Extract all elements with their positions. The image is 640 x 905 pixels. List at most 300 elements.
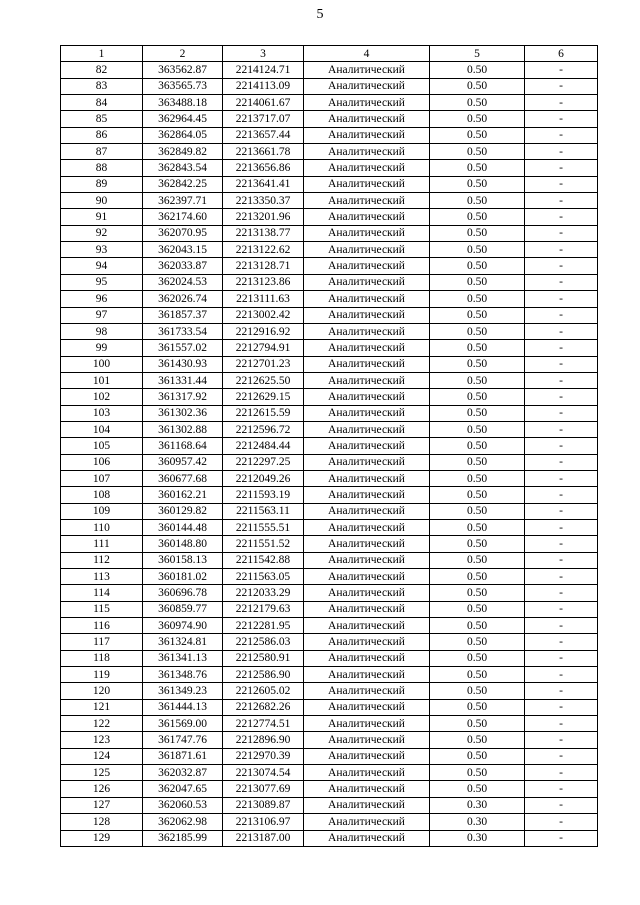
table-row xyxy=(61,160,598,176)
method-cell: Аналитический xyxy=(304,683,430,699)
table-row xyxy=(61,781,598,797)
accuracy-cell: 0.50 xyxy=(430,193,525,209)
x-coordinate-cell: 360144.48 xyxy=(143,519,223,535)
table-row xyxy=(61,258,598,274)
point-number-cell: 120 xyxy=(61,683,143,699)
x-coordinate-cell: 360677.68 xyxy=(143,470,223,486)
method-cell: Аналитический xyxy=(304,438,430,454)
y-coordinate-cell: 2213657.44 xyxy=(223,127,304,143)
x-coordinate-cell: 362397.71 xyxy=(143,193,223,209)
accuracy-cell: 0.50 xyxy=(430,781,525,797)
note-cell: - xyxy=(525,536,598,552)
point-number-cell: 87 xyxy=(61,144,143,160)
x-coordinate-cell: 360158.13 xyxy=(143,552,223,568)
accuracy-cell: 0.50 xyxy=(430,650,525,666)
y-coordinate-cell: 2214061.67 xyxy=(223,95,304,111)
x-coordinate-cell: 360162.21 xyxy=(143,487,223,503)
y-coordinate-cell: 2213122.62 xyxy=(223,242,304,258)
accuracy-cell: 0.50 xyxy=(430,552,525,568)
x-coordinate-cell: 361430.93 xyxy=(143,356,223,372)
table-row xyxy=(61,111,598,127)
accuracy-cell: 0.50 xyxy=(430,438,525,454)
point-number-cell: 100 xyxy=(61,356,143,372)
accuracy-cell: 0.50 xyxy=(430,111,525,127)
method-cell: Аналитический xyxy=(304,699,430,715)
column-header: 2 xyxy=(143,46,223,62)
accuracy-cell: 0.50 xyxy=(430,242,525,258)
y-coordinate-cell: 2213077.69 xyxy=(223,781,304,797)
x-coordinate-cell: 361324.81 xyxy=(143,634,223,650)
accuracy-cell: 0.50 xyxy=(430,372,525,388)
method-cell: Аналитический xyxy=(304,78,430,94)
x-coordinate-cell: 361317.92 xyxy=(143,389,223,405)
point-number-cell: 111 xyxy=(61,536,143,552)
x-coordinate-cell: 361857.37 xyxy=(143,307,223,323)
x-coordinate-cell: 360696.78 xyxy=(143,585,223,601)
note-cell: - xyxy=(525,372,598,388)
accuracy-cell: 0.50 xyxy=(430,356,525,372)
y-coordinate-cell: 2212629.15 xyxy=(223,389,304,405)
table-row xyxy=(61,699,598,715)
y-coordinate-cell: 2213717.07 xyxy=(223,111,304,127)
y-coordinate-cell: 2211542.88 xyxy=(223,552,304,568)
point-number-cell: 102 xyxy=(61,389,143,405)
note-cell: - xyxy=(525,405,598,421)
y-coordinate-cell: 2213641.41 xyxy=(223,176,304,192)
point-number-cell: 124 xyxy=(61,748,143,764)
note-cell: - xyxy=(525,716,598,732)
y-coordinate-cell: 2211551.52 xyxy=(223,536,304,552)
accuracy-cell: 0.50 xyxy=(430,454,525,470)
note-cell: - xyxy=(525,389,598,405)
point-number-cell: 109 xyxy=(61,503,143,519)
point-number-cell: 123 xyxy=(61,732,143,748)
x-coordinate-cell: 361348.76 xyxy=(143,667,223,683)
accuracy-cell: 0.50 xyxy=(430,127,525,143)
method-cell: Аналитический xyxy=(304,536,430,552)
point-number-cell: 105 xyxy=(61,438,143,454)
x-coordinate-cell: 361557.02 xyxy=(143,340,223,356)
y-coordinate-cell: 2212033.29 xyxy=(223,585,304,601)
note-cell: - xyxy=(525,144,598,160)
x-coordinate-cell: 361341.13 xyxy=(143,650,223,666)
note-cell: - xyxy=(525,225,598,241)
point-number-cell: 103 xyxy=(61,405,143,421)
accuracy-cell: 0.50 xyxy=(430,291,525,307)
accuracy-cell: 0.50 xyxy=(430,340,525,356)
table-row xyxy=(61,470,598,486)
note-cell: - xyxy=(525,258,598,274)
table-row xyxy=(61,716,598,732)
method-cell: Аналитический xyxy=(304,274,430,290)
method-cell: Аналитический xyxy=(304,454,430,470)
method-cell: Аналитический xyxy=(304,307,430,323)
method-cell: Аналитический xyxy=(304,569,430,585)
accuracy-cell: 0.50 xyxy=(430,225,525,241)
point-number-cell: 122 xyxy=(61,716,143,732)
method-cell: Аналитический xyxy=(304,650,430,666)
table-row xyxy=(61,193,598,209)
y-coordinate-cell: 2214113.09 xyxy=(223,78,304,94)
method-cell: Аналитический xyxy=(304,111,430,127)
accuracy-cell: 0.50 xyxy=(430,176,525,192)
method-cell: Аналитический xyxy=(304,830,430,846)
point-number-cell: 118 xyxy=(61,650,143,666)
accuracy-cell: 0.50 xyxy=(430,765,525,781)
table-row xyxy=(61,552,598,568)
y-coordinate-cell: 2212916.92 xyxy=(223,323,304,339)
note-cell: - xyxy=(525,111,598,127)
x-coordinate-cell: 361733.54 xyxy=(143,323,223,339)
note-cell: - xyxy=(525,307,598,323)
point-number-cell: 126 xyxy=(61,781,143,797)
note-cell: - xyxy=(525,356,598,372)
method-cell: Аналитический xyxy=(304,225,430,241)
table-row xyxy=(61,667,598,683)
column-header: 5 xyxy=(430,46,525,62)
table-row xyxy=(61,127,598,143)
note-cell: - xyxy=(525,291,598,307)
accuracy-cell: 0.50 xyxy=(430,487,525,503)
method-cell: Аналитический xyxy=(304,160,430,176)
y-coordinate-cell: 2213656.86 xyxy=(223,160,304,176)
y-coordinate-cell: 2212297.25 xyxy=(223,454,304,470)
x-coordinate-cell: 362842.25 xyxy=(143,176,223,192)
x-coordinate-cell: 362024.53 xyxy=(143,274,223,290)
point-number-cell: 91 xyxy=(61,209,143,225)
x-coordinate-cell: 362032.87 xyxy=(143,765,223,781)
point-number-cell: 84 xyxy=(61,95,143,111)
accuracy-cell: 0.50 xyxy=(430,667,525,683)
y-coordinate-cell: 2212605.02 xyxy=(223,683,304,699)
accuracy-cell: 0.50 xyxy=(430,683,525,699)
y-coordinate-cell: 2212281.95 xyxy=(223,618,304,634)
y-coordinate-cell: 2213201.96 xyxy=(223,209,304,225)
note-cell: - xyxy=(525,176,598,192)
method-cell: Аналитический xyxy=(304,601,430,617)
y-coordinate-cell: 2213111.63 xyxy=(223,291,304,307)
table-row xyxy=(61,503,598,519)
y-coordinate-cell: 2213187.00 xyxy=(223,830,304,846)
x-coordinate-cell: 361302.36 xyxy=(143,405,223,421)
point-number-cell: 115 xyxy=(61,601,143,617)
table-row xyxy=(61,797,598,813)
accuracy-cell: 0.30 xyxy=(430,830,525,846)
note-cell: - xyxy=(525,519,598,535)
method-cell: Аналитический xyxy=(304,372,430,388)
table-row xyxy=(61,372,598,388)
point-number-cell: 127 xyxy=(61,797,143,813)
point-number-cell: 97 xyxy=(61,307,143,323)
point-number-cell: 125 xyxy=(61,765,143,781)
method-cell: Аналитический xyxy=(304,421,430,437)
method-cell: Аналитический xyxy=(304,144,430,160)
note-cell: - xyxy=(525,487,598,503)
accuracy-cell: 0.50 xyxy=(430,95,525,111)
accuracy-cell: 0.50 xyxy=(430,389,525,405)
note-cell: - xyxy=(525,569,598,585)
y-coordinate-cell: 2212179.63 xyxy=(223,601,304,617)
x-coordinate-cell: 362185.99 xyxy=(143,830,223,846)
x-coordinate-cell: 362033.87 xyxy=(143,258,223,274)
y-coordinate-cell: 2211555.51 xyxy=(223,519,304,535)
note-cell: - xyxy=(525,340,598,356)
method-cell: Аналитический xyxy=(304,748,430,764)
page-number: 5 xyxy=(316,7,324,22)
point-number-cell: 95 xyxy=(61,274,143,290)
note-cell: - xyxy=(525,78,598,94)
x-coordinate-cell: 362843.54 xyxy=(143,160,223,176)
method-cell: Аналитический xyxy=(304,765,430,781)
table-row xyxy=(61,356,598,372)
coordinates-table xyxy=(60,45,598,847)
method-cell: Аналитический xyxy=(304,127,430,143)
method-cell: Аналитический xyxy=(304,340,430,356)
x-coordinate-cell: 362849.82 xyxy=(143,144,223,160)
note-cell: - xyxy=(525,209,598,225)
x-coordinate-cell: 362174.60 xyxy=(143,209,223,225)
method-cell: Аналитический xyxy=(304,487,430,503)
y-coordinate-cell: 2213128.71 xyxy=(223,258,304,274)
y-coordinate-cell: 2213123.86 xyxy=(223,274,304,290)
point-number-cell: 94 xyxy=(61,258,143,274)
table-row xyxy=(61,421,598,437)
note-cell: - xyxy=(525,618,598,634)
note-cell: - xyxy=(525,438,598,454)
x-coordinate-cell: 360974.90 xyxy=(143,618,223,634)
method-cell: Аналитический xyxy=(304,781,430,797)
method-cell: Аналитический xyxy=(304,62,430,78)
x-coordinate-cell: 361168.64 xyxy=(143,438,223,454)
column-header: 6 xyxy=(525,46,598,62)
x-coordinate-cell: 361569.00 xyxy=(143,716,223,732)
x-coordinate-cell: 362026.74 xyxy=(143,291,223,307)
x-coordinate-cell: 363488.18 xyxy=(143,95,223,111)
point-number-cell: 88 xyxy=(61,160,143,176)
column-header: 4 xyxy=(304,46,430,62)
accuracy-cell: 0.50 xyxy=(430,160,525,176)
accuracy-cell: 0.50 xyxy=(430,536,525,552)
note-cell: - xyxy=(525,62,598,78)
x-coordinate-cell: 360859.77 xyxy=(143,601,223,617)
accuracy-cell: 0.50 xyxy=(430,405,525,421)
method-cell: Аналитический xyxy=(304,95,430,111)
x-coordinate-cell: 362070.95 xyxy=(143,225,223,241)
x-coordinate-cell: 362060.53 xyxy=(143,797,223,813)
table-row xyxy=(61,748,598,764)
table-row xyxy=(61,601,598,617)
y-coordinate-cell: 2212596.72 xyxy=(223,421,304,437)
table-row xyxy=(61,307,598,323)
table-row xyxy=(61,209,598,225)
point-number-cell: 92 xyxy=(61,225,143,241)
table-row xyxy=(61,225,598,241)
accuracy-cell: 0.50 xyxy=(430,634,525,650)
x-coordinate-cell: 361871.61 xyxy=(143,748,223,764)
method-cell: Аналитический xyxy=(304,797,430,813)
method-cell: Аналитический xyxy=(304,242,430,258)
table-row xyxy=(61,732,598,748)
x-coordinate-cell: 360129.82 xyxy=(143,503,223,519)
accuracy-cell: 0.50 xyxy=(430,470,525,486)
method-cell: Аналитический xyxy=(304,585,430,601)
point-number-cell: 89 xyxy=(61,176,143,192)
method-cell: Аналитический xyxy=(304,667,430,683)
table-row xyxy=(61,274,598,290)
y-coordinate-cell: 2212701.23 xyxy=(223,356,304,372)
table-row xyxy=(61,536,598,552)
table-body xyxy=(61,62,598,847)
method-cell: Аналитический xyxy=(304,193,430,209)
y-coordinate-cell: 2212970.39 xyxy=(223,748,304,764)
point-number-cell: 106 xyxy=(61,454,143,470)
accuracy-cell: 0.50 xyxy=(430,699,525,715)
method-cell: Аналитический xyxy=(304,209,430,225)
note-cell: - xyxy=(525,634,598,650)
note-cell: - xyxy=(525,585,598,601)
note-cell: - xyxy=(525,830,598,846)
table-row xyxy=(61,519,598,535)
method-cell: Аналитический xyxy=(304,389,430,405)
note-cell: - xyxy=(525,781,598,797)
accuracy-cell: 0.50 xyxy=(430,307,525,323)
point-number-cell: 107 xyxy=(61,470,143,486)
note-cell: - xyxy=(525,765,598,781)
point-number-cell: 101 xyxy=(61,372,143,388)
method-cell: Аналитический xyxy=(304,503,430,519)
y-coordinate-cell: 2212794.91 xyxy=(223,340,304,356)
accuracy-cell: 0.50 xyxy=(430,585,525,601)
accuracy-cell: 0.50 xyxy=(430,258,525,274)
table-row xyxy=(61,340,598,356)
table-row xyxy=(61,176,598,192)
note-cell: - xyxy=(525,274,598,290)
x-coordinate-cell: 363562.87 xyxy=(143,62,223,78)
note-cell: - xyxy=(525,552,598,568)
y-coordinate-cell: 2213002.42 xyxy=(223,307,304,323)
y-coordinate-cell: 2212586.90 xyxy=(223,667,304,683)
y-coordinate-cell: 2211563.05 xyxy=(223,569,304,585)
note-cell: - xyxy=(525,699,598,715)
y-coordinate-cell: 2212484.44 xyxy=(223,438,304,454)
note-cell: - xyxy=(525,732,598,748)
y-coordinate-cell: 2212625.50 xyxy=(223,372,304,388)
accuracy-cell: 0.50 xyxy=(430,78,525,94)
x-coordinate-cell: 361302.88 xyxy=(143,421,223,437)
point-number-cell: 86 xyxy=(61,127,143,143)
point-number-cell: 104 xyxy=(61,421,143,437)
table-row xyxy=(61,569,598,585)
table-row xyxy=(61,650,598,666)
method-cell: Аналитический xyxy=(304,716,430,732)
x-coordinate-cell: 363565.73 xyxy=(143,78,223,94)
y-coordinate-cell: 2213350.37 xyxy=(223,193,304,209)
accuracy-cell: 0.30 xyxy=(430,797,525,813)
x-coordinate-cell: 360148.80 xyxy=(143,536,223,552)
method-cell: Аналитический xyxy=(304,519,430,535)
note-cell: - xyxy=(525,814,598,830)
point-number-cell: 108 xyxy=(61,487,143,503)
accuracy-cell: 0.50 xyxy=(430,503,525,519)
y-coordinate-cell: 2213106.97 xyxy=(223,814,304,830)
method-cell: Аналитический xyxy=(304,356,430,372)
note-cell: - xyxy=(525,95,598,111)
accuracy-cell: 0.50 xyxy=(430,274,525,290)
x-coordinate-cell: 361444.13 xyxy=(143,699,223,715)
note-cell: - xyxy=(525,683,598,699)
y-coordinate-cell: 2213138.77 xyxy=(223,225,304,241)
note-cell: - xyxy=(525,242,598,258)
accuracy-cell: 0.30 xyxy=(430,814,525,830)
note-cell: - xyxy=(525,650,598,666)
table-row xyxy=(61,438,598,454)
table-row xyxy=(61,814,598,830)
accuracy-cell: 0.50 xyxy=(430,569,525,585)
table-row xyxy=(61,62,598,78)
point-number-cell: 117 xyxy=(61,634,143,650)
method-cell: Аналитический xyxy=(304,176,430,192)
x-coordinate-cell: 362047.65 xyxy=(143,781,223,797)
table-row xyxy=(61,487,598,503)
note-cell: - xyxy=(525,323,598,339)
accuracy-cell: 0.50 xyxy=(430,421,525,437)
note-cell: - xyxy=(525,470,598,486)
column-header: 1 xyxy=(61,46,143,62)
y-coordinate-cell: 2212682.26 xyxy=(223,699,304,715)
note-cell: - xyxy=(525,667,598,683)
table-row xyxy=(61,405,598,421)
point-number-cell: 99 xyxy=(61,340,143,356)
method-cell: Аналитический xyxy=(304,470,430,486)
table-row xyxy=(61,634,598,650)
accuracy-cell: 0.50 xyxy=(430,732,525,748)
point-number-cell: 90 xyxy=(61,193,143,209)
table-row xyxy=(61,454,598,470)
table-row xyxy=(61,683,598,699)
y-coordinate-cell: 2212586.03 xyxy=(223,634,304,650)
table-row xyxy=(61,144,598,160)
accuracy-cell: 0.50 xyxy=(430,209,525,225)
x-coordinate-cell: 361349.23 xyxy=(143,683,223,699)
accuracy-cell: 0.50 xyxy=(430,716,525,732)
method-cell: Аналитический xyxy=(304,258,430,274)
table-row xyxy=(61,323,598,339)
table-row xyxy=(61,830,598,846)
point-number-cell: 96 xyxy=(61,291,143,307)
accuracy-cell: 0.50 xyxy=(430,748,525,764)
point-number-cell: 93 xyxy=(61,242,143,258)
point-number-cell: 119 xyxy=(61,667,143,683)
method-cell: Аналитический xyxy=(304,405,430,421)
table-row xyxy=(61,389,598,405)
table-row xyxy=(61,585,598,601)
y-coordinate-cell: 2213089.87 xyxy=(223,797,304,813)
accuracy-cell: 0.50 xyxy=(430,519,525,535)
y-coordinate-cell: 2214124.71 xyxy=(223,62,304,78)
y-coordinate-cell: 2212580.91 xyxy=(223,650,304,666)
point-number-cell: 121 xyxy=(61,699,143,715)
y-coordinate-cell: 2212615.59 xyxy=(223,405,304,421)
table-row xyxy=(61,78,598,94)
y-coordinate-cell: 2212049.26 xyxy=(223,470,304,486)
table-header-row xyxy=(61,46,598,62)
point-number-cell: 112 xyxy=(61,552,143,568)
y-coordinate-cell: 2212774.51 xyxy=(223,716,304,732)
note-cell: - xyxy=(525,127,598,143)
x-coordinate-cell: 360181.02 xyxy=(143,569,223,585)
note-cell: - xyxy=(525,601,598,617)
point-number-cell: 83 xyxy=(61,78,143,94)
